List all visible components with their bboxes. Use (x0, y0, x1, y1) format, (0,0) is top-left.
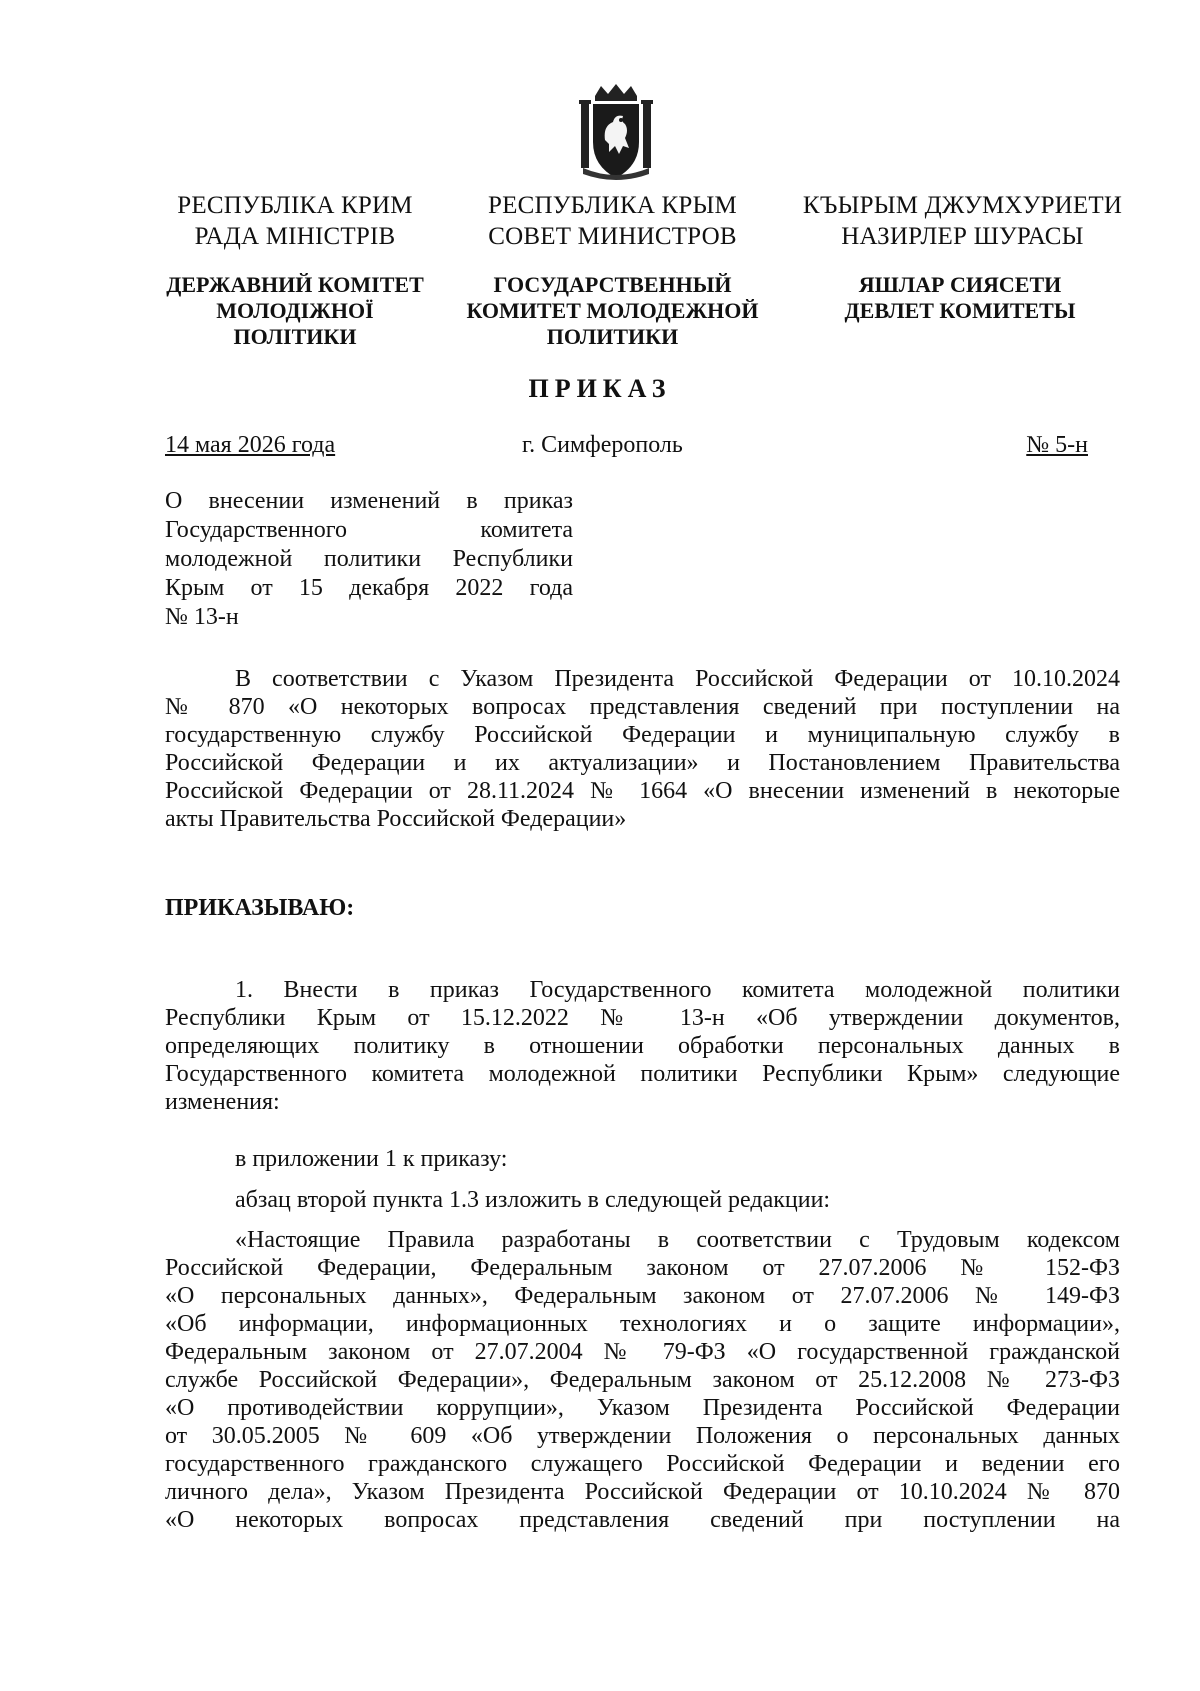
header-line: РЕСПУБЛІКА КРИМ (177, 192, 413, 219)
item-1-paragraph (165, 976, 1120, 1116)
header-russian (465, 190, 760, 252)
header-line: РЕСПУБЛИКА КРЫМ (488, 192, 737, 219)
subject-line: О внесении изменений в приказ (165, 488, 573, 514)
text-line: акты Правительства Российской Федерации» (165, 806, 627, 832)
text-line: в приложении 1 к приказу: (235, 1146, 508, 1172)
department-line: МОЛОДІЖНОЇ (216, 298, 374, 323)
subject-line: Государственного комитета (165, 517, 573, 543)
department-line: КОМИТЕТ МОЛОДЕЖНОЙ (466, 298, 759, 323)
text-line: от 30.05.2005 № 609 «Об утверждении Положения о персональных данных (165, 1423, 1120, 1449)
subject-line: молодежной политики Республики (165, 546, 573, 572)
text-line: «О персональных данных», Федеральным законом от 27.07.2006 № 149-ФЗ (165, 1283, 1120, 1309)
department-line: ПОЛІТИКИ (233, 324, 357, 349)
text-line: «О некоторых вопросах представления сведений при поступлении на (165, 1507, 1120, 1533)
order-number: № 5-н (1026, 432, 1088, 458)
text-line: Российской Федерации от 28.11.2024 № 1664 «О внесении изменений в некоторые (165, 778, 1120, 804)
text-line: № 870 «О некоторых вопросах представления сведений при поступлении на (165, 694, 1120, 720)
text-line: Государственного комитета молодежной политики Республики Крым» следующие (165, 1061, 1120, 1087)
header-crimean-tatar (790, 190, 1135, 252)
text-line: «Настоящие Правила разработаны в соответствии с Трудовым кодексом (235, 1227, 1120, 1253)
header-line: КЪЫРЫМ ДЖУМХУРИЕТИ (802, 192, 1123, 219)
text-line: «О противодействии коррупции», Указом Президента Российской Федерации (165, 1395, 1120, 1421)
text-line: абзац второй пункта 1.3 изложить в следующей редакции: (235, 1187, 831, 1213)
annex-paragraph (165, 1145, 1120, 1173)
subject-line: Крым от 15 декабря 2022 года (165, 575, 573, 601)
department-line: ДЕРЖАВНИЙ КОМІТЕТ (166, 272, 424, 297)
header-line: РАДА МІНІСТРІВ (194, 223, 396, 250)
order-title: ПРИКАЗ (528, 374, 672, 403)
text-line: личного дела», Указом Президента Российской Федерации от 10.10.2024 № 870 (165, 1479, 1120, 1505)
department-russian (445, 272, 780, 350)
department-line: ГОСУДАРСТВЕННЫЙ (493, 272, 732, 297)
header-ukrainian (150, 190, 440, 252)
text-line: Российской Федерации и их актуализации» и Постановлением Правительства (165, 750, 1120, 776)
subject-line: № 13-н (165, 604, 239, 630)
text-line: государственного гражданского служащего Российской Федерации и ведении его (165, 1451, 1120, 1477)
preamble-paragraph (165, 665, 1120, 833)
department-line: ПОЛИТИКИ (546, 324, 679, 349)
text-line: В соответствии с Указом Президента Российской Федерации от 10.10.2024 (235, 666, 1120, 692)
department-crimean-tatar (800, 272, 1120, 324)
paragraph-instruction (165, 1186, 1120, 1214)
text-line: изменения: (165, 1089, 280, 1115)
department-line: ДЕВЛЕТ КОМИТЕТЫ (844, 298, 1076, 323)
text-line: службе Российской Федерации», Федеральным законом от 25.12.2008 № 273-ФЗ (165, 1367, 1120, 1393)
quoted-new-wording (165, 1226, 1120, 1534)
header-line: НАЗИРЛЕР ШУРАСЫ (841, 223, 1084, 250)
text-line: государственную службу Российской Федерации и муниципальную службу в (165, 722, 1120, 748)
text-line: 1. Внести в приказ Государственного комитета молодежной политики (235, 977, 1120, 1003)
order-subject (165, 487, 573, 632)
text-line: Республики Крым от 15.12.2022 № 13-н «Об утверждении документов, (165, 1005, 1120, 1031)
coat-of-arms-emblem (575, 82, 657, 182)
text-line: Федеральным законом от 27.07.2004 № 79-ФЗ «О государственной гражданской (165, 1339, 1120, 1365)
header-line: СОВЕТ МИНИСТРОВ (488, 223, 737, 250)
order-city: г. Симферополь (522, 432, 683, 458)
order-date: 14 мая 2026 года (165, 432, 336, 458)
text-line: «Об информации, информационных технологиях и о защите информации», (165, 1311, 1120, 1337)
text-line: Российской Федерации, Федеральным законом от 27.07.2006 № 152-ФЗ (165, 1255, 1120, 1281)
department-line: ЯШЛАР СИЯСЕТИ (858, 272, 1062, 297)
order-directive-heading: ПРИКАЗЫВАЮ: (165, 895, 355, 921)
text-line: определяющих политику в отношении обработки персональных данных в (165, 1033, 1120, 1059)
department-ukrainian (150, 272, 440, 350)
